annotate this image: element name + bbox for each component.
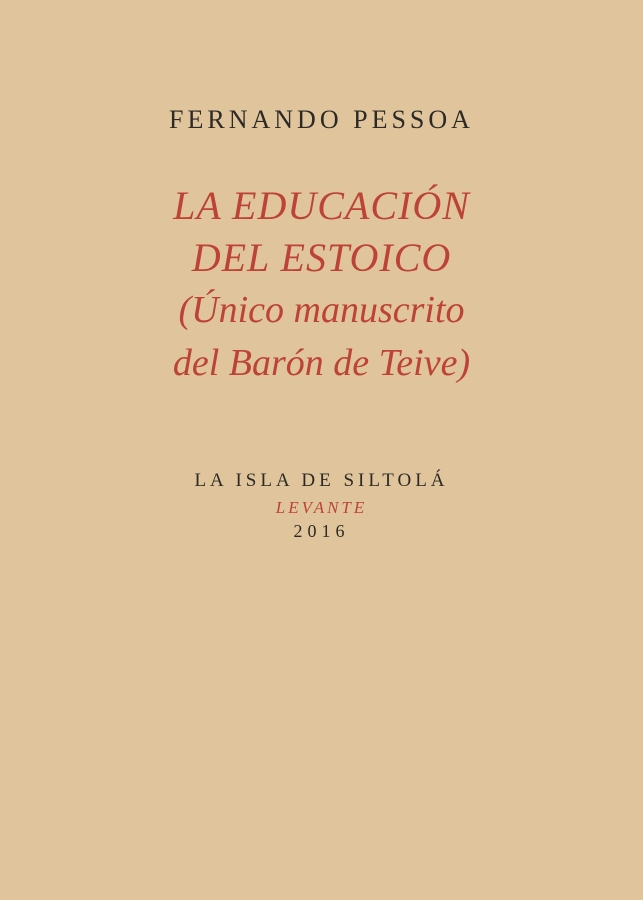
publication-year: 2016 <box>293 521 350 541</box>
subtitle-line-2: del Barón de Teive) <box>172 342 471 384</box>
title-line-1: LA EDUCACIÓN <box>173 183 470 228</box>
author-name: FERNANDO PESSOA <box>169 105 474 134</box>
title-block <box>0 180 643 390</box>
publisher-name: LA ISLA DE SILTOLÁ <box>194 470 449 491</box>
collection-name: LEVANTE <box>275 498 368 517</box>
title-line-2: DEL ESTOICO <box>191 235 452 280</box>
subtitle-line-1: (Único manuscrito <box>178 289 465 331</box>
